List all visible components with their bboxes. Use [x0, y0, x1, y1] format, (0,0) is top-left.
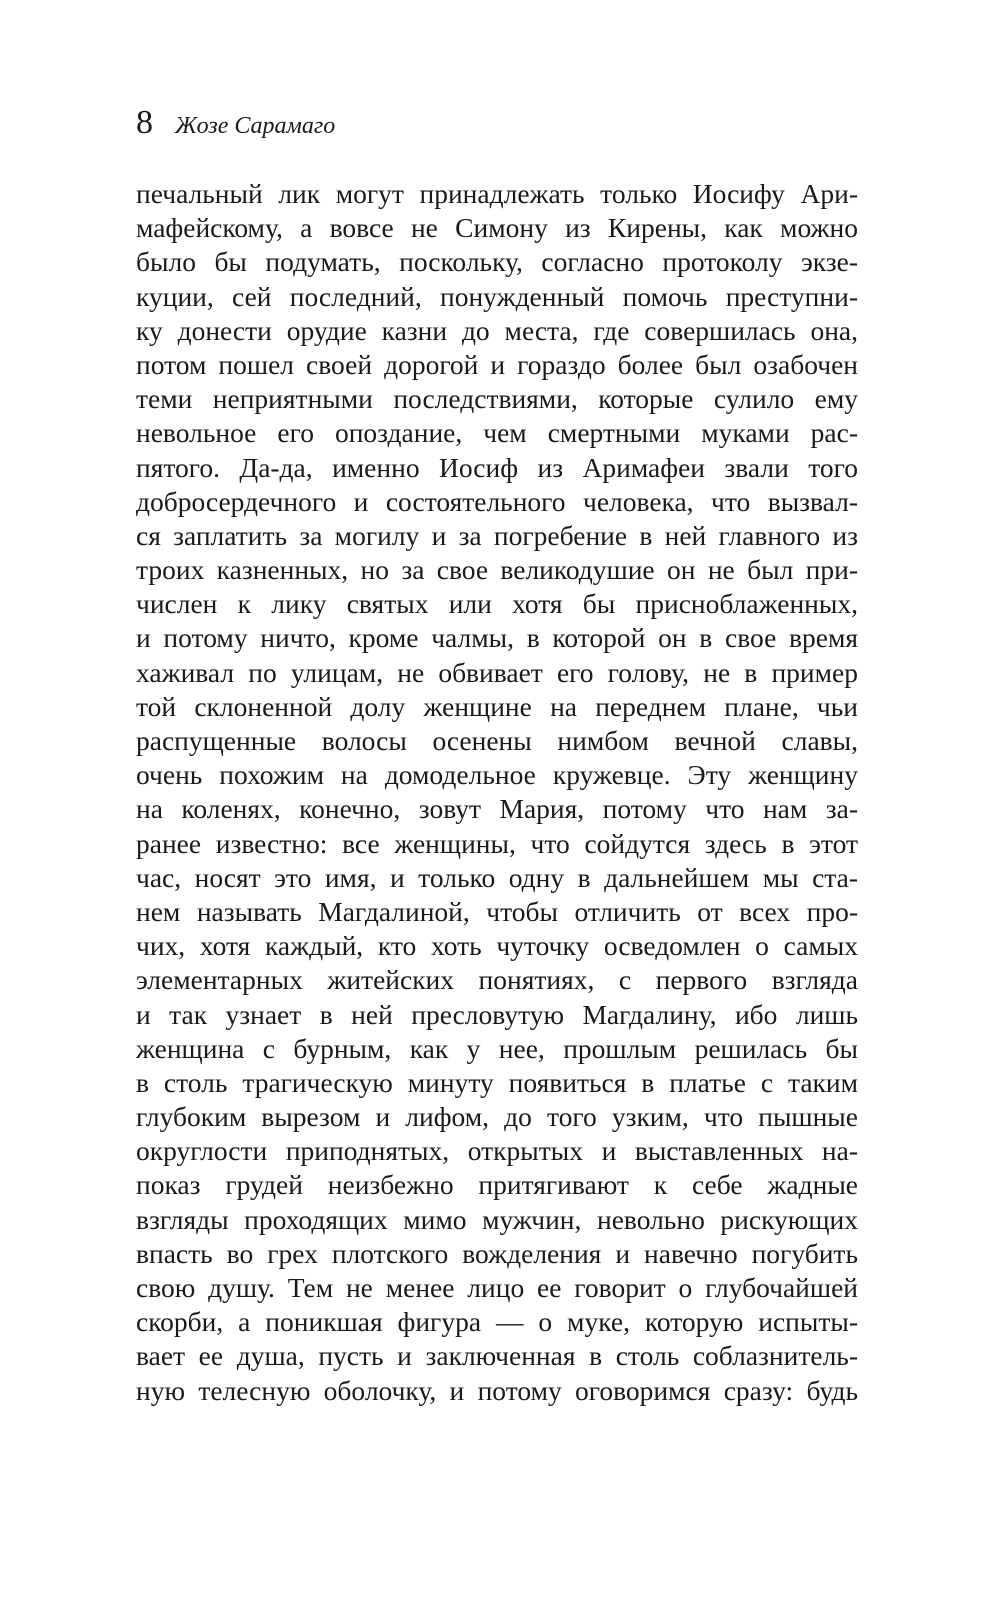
- text-line: было бы подумать, поскольку, согласно протоколу экзе-: [136, 246, 858, 278]
- text-line: ранее известно: все женщины, что сойдутся здесь в этот: [136, 827, 858, 859]
- text-line: на коленях, конечно, зовут Мария, потому что нам за-: [136, 793, 858, 825]
- text-line: чих, хотя каждый, кто хоть чуточку осведомлен о самых: [136, 930, 858, 962]
- text-line: ся заплатить за могилу и за погребение в ней главного из: [136, 519, 858, 551]
- text-line: потом пошел своей дорогой и гораздо более был озабочен: [136, 348, 858, 380]
- body-text: [136, 177, 858, 1408]
- text-line: троих казненных, но за свое великодушие он не был при-: [136, 554, 858, 586]
- text-line: невольное его опоздание, чем смертными муками рас-: [136, 417, 858, 449]
- text-line: и потому ничто, кроме чалмы, в которой он в свое время: [136, 622, 858, 654]
- text-line: хаживал по улицам, не обвивает его голову, не в пример: [136, 656, 858, 688]
- text-line: свою душу. Тем не менее лицо ее говорит о глубочайшей: [136, 1272, 858, 1303]
- text-line: округлости приподнятых, открытых и выставленных на-: [136, 1135, 858, 1167]
- text-line: вает ее душа, пусть и заключенная в столь соблазнитель-: [136, 1340, 858, 1372]
- text-line: теми неприятными последствиями, которые сулило ему: [136, 383, 858, 415]
- text-line: женщина с бурным, как у нее, прошлым решилась бы: [136, 1032, 858, 1064]
- text-line: добросердечного и состоятельного человека, что вызвал-: [136, 485, 858, 517]
- running-head: [136, 104, 335, 148]
- text-line: очень похожим на домодельное кружевце. Эту женщину: [136, 759, 858, 791]
- text-line: мафейскому, а вовсе не Симону из Кирены, как можно: [136, 212, 858, 244]
- text-line: ную телесную оболочку, и потому оговоримся сразу: будь: [136, 1374, 858, 1406]
- text-line: взгляды проходящих мимо мужчин, невольно рискующих: [136, 1203, 858, 1235]
- text-line: и так узнает в ней пресловутую Магдалину, ибо лишь: [136, 998, 858, 1030]
- text-line: элементарных житейских понятиях, с первого взгляда: [136, 964, 858, 996]
- text-line: нем называть Магдалиной, чтобы отличить от всех про-: [136, 895, 858, 927]
- text-line: впасть во грех плотского вожделения и навечно погубить: [136, 1237, 858, 1269]
- text-line: куции, сей последний, понужденный помочь преступни-: [136, 280, 858, 312]
- text-line: скорби, а поникшая фигура — о муке, которую испыты-: [136, 1306, 858, 1338]
- author-name: Жозе Сарамаго: [175, 113, 336, 139]
- text-line: печальный лик могут принадлежать только Иосифу Ари-: [136, 178, 858, 209]
- text-line: числен к лику святых или хотя бы присноблаженных,: [136, 588, 858, 620]
- text-line: в столь трагическую минуту появиться в платье с таким: [136, 1066, 858, 1098]
- text-line: час, носят это имя, и только одну в дальнейшем мы ста-: [136, 861, 858, 893]
- text-line: распущенные волосы осенены нимбом вечной славы,: [136, 725, 858, 756]
- text-line: ку донести орудие казни до места, где совершилась она,: [136, 314, 858, 346]
- text-line: глубоким вырезом и лифом, до того узким, что пышные: [136, 1101, 858, 1133]
- page-number: 8: [136, 104, 153, 141]
- text-line: пятого. Да-да, именно Иосиф из Аримафеи звали того: [136, 451, 858, 483]
- text-line: показ грудей неизбежно притягивают к себе жадные: [136, 1169, 858, 1201]
- text-line: той склоненной долу женщине на переднем плане, чьи: [136, 690, 858, 722]
